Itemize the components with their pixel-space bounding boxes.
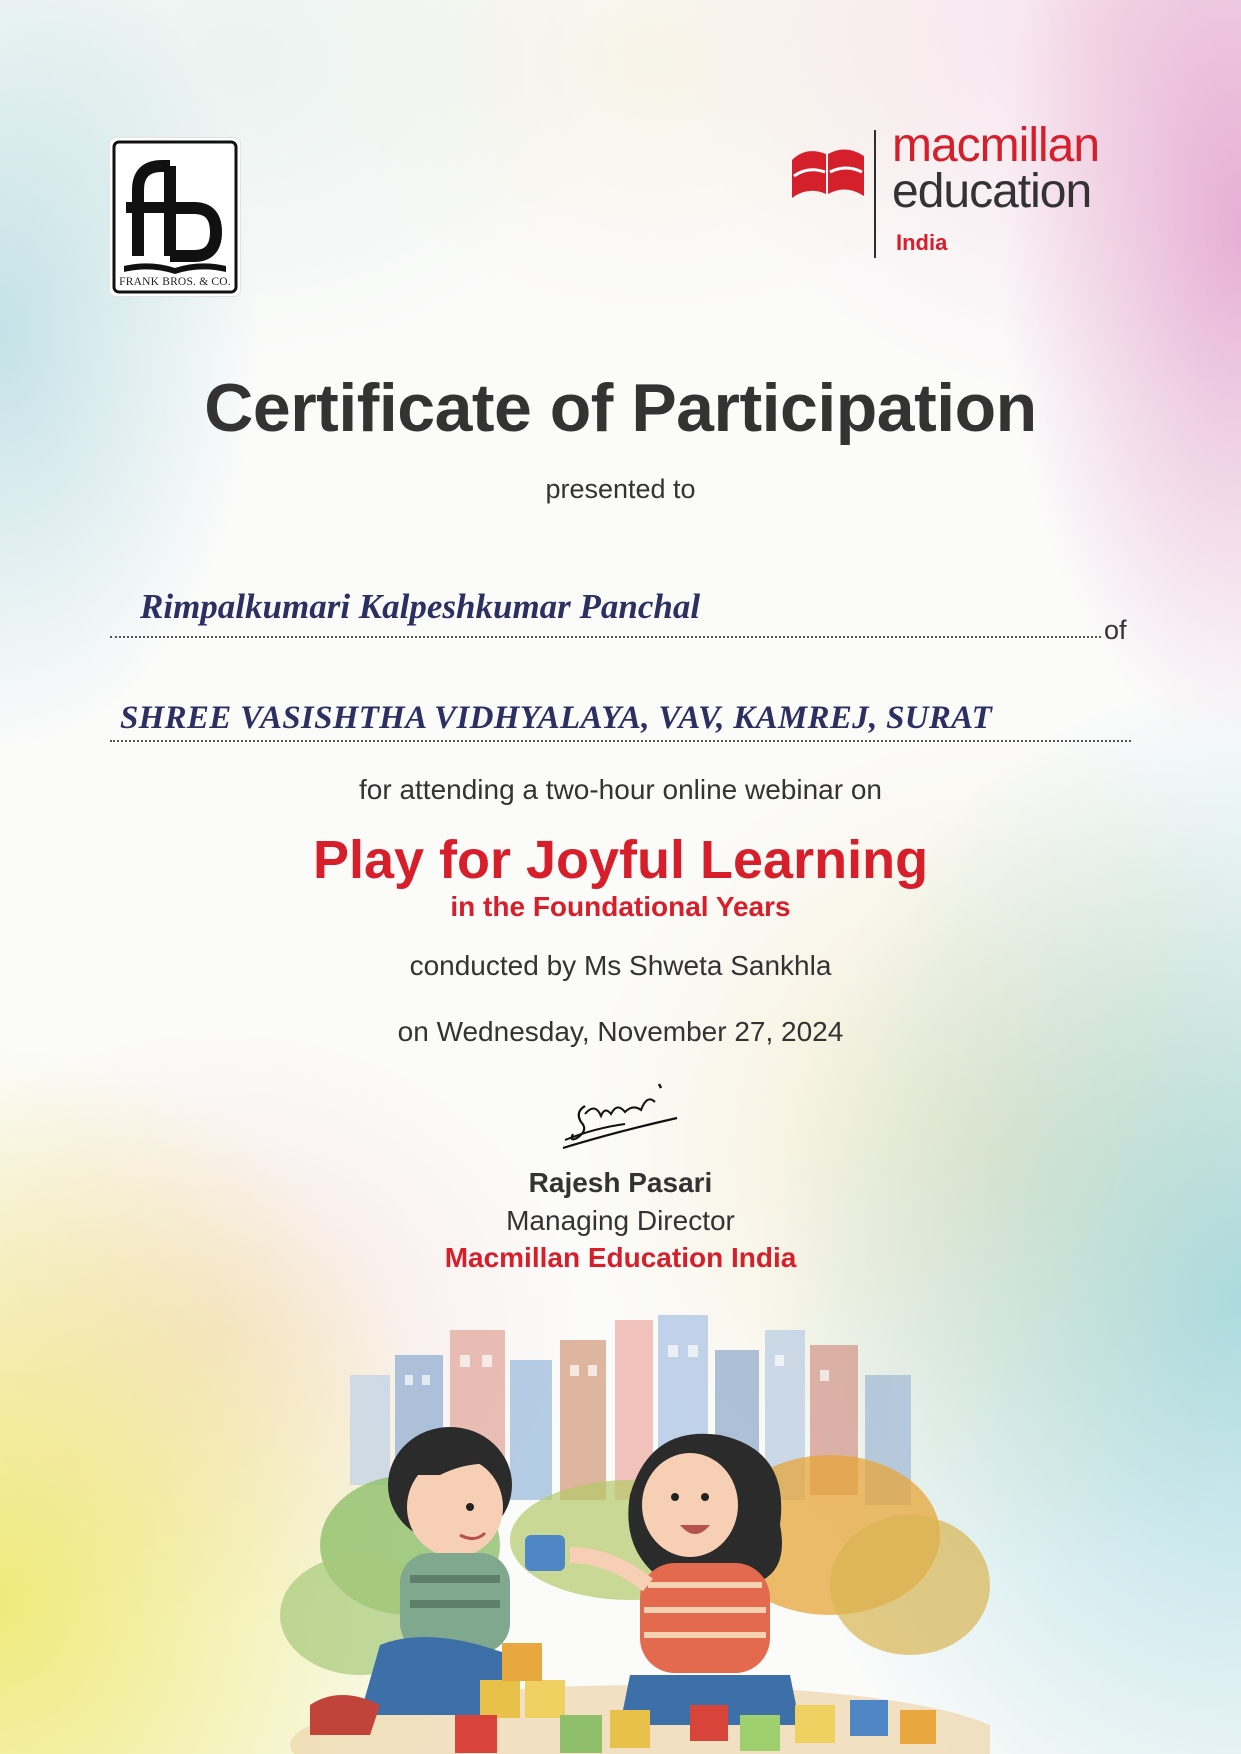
webinar-subtitle: in the Foundational Years	[450, 891, 791, 922]
recipient-row	[110, 585, 1130, 645]
school-dotted-line	[110, 740, 1131, 742]
attending-text: for attending a two-hour online webinar on	[358, 774, 882, 805]
macmillan-education-logo	[788, 119, 1138, 268]
logo-word-education: education	[892, 165, 1092, 218]
presented-to-label: presented to	[545, 474, 696, 504]
signatory-organization: Macmillan Education India	[444, 1242, 797, 1273]
recipient-name: Rimpalkumari Kalpeshkumar Panchal	[140, 587, 701, 626]
of-label: of	[1104, 615, 1127, 645]
webinar-date: on Wednesday, November 27, 2024	[397, 1016, 844, 1047]
logo-divider	[874, 130, 876, 258]
school-name: SHREE VASISHTHA VIDHYALAYA, VAV, KAMREJ, SURAT	[120, 700, 993, 736]
logo-word-macmillan: macmillan	[892, 119, 1100, 172]
logo-word-india: India	[896, 230, 948, 255]
signatory-role: Managing Director	[506, 1205, 735, 1236]
webinar-title: Play for Joyful Learning	[312, 830, 929, 890]
certificate-title: Certificate of Participation	[204, 370, 1037, 446]
fb-monogram-book-icon	[110, 138, 240, 296]
frank-bros-caption: FRANK BROS. & CO.	[119, 276, 231, 288]
recipient-dotted-line	[110, 636, 1101, 638]
children-playing-illustration	[270, 1285, 990, 1754]
handwritten-signature	[555, 1080, 685, 1158]
frank-bros-logo	[110, 138, 240, 296]
school-row	[110, 690, 1131, 740]
conducted-by-text: conducted by Ms Shweta Sankhla	[409, 950, 832, 981]
signatory-name: Rajesh Pasari	[528, 1167, 713, 1198]
macmillan-book-flag-icon	[788, 138, 868, 208]
